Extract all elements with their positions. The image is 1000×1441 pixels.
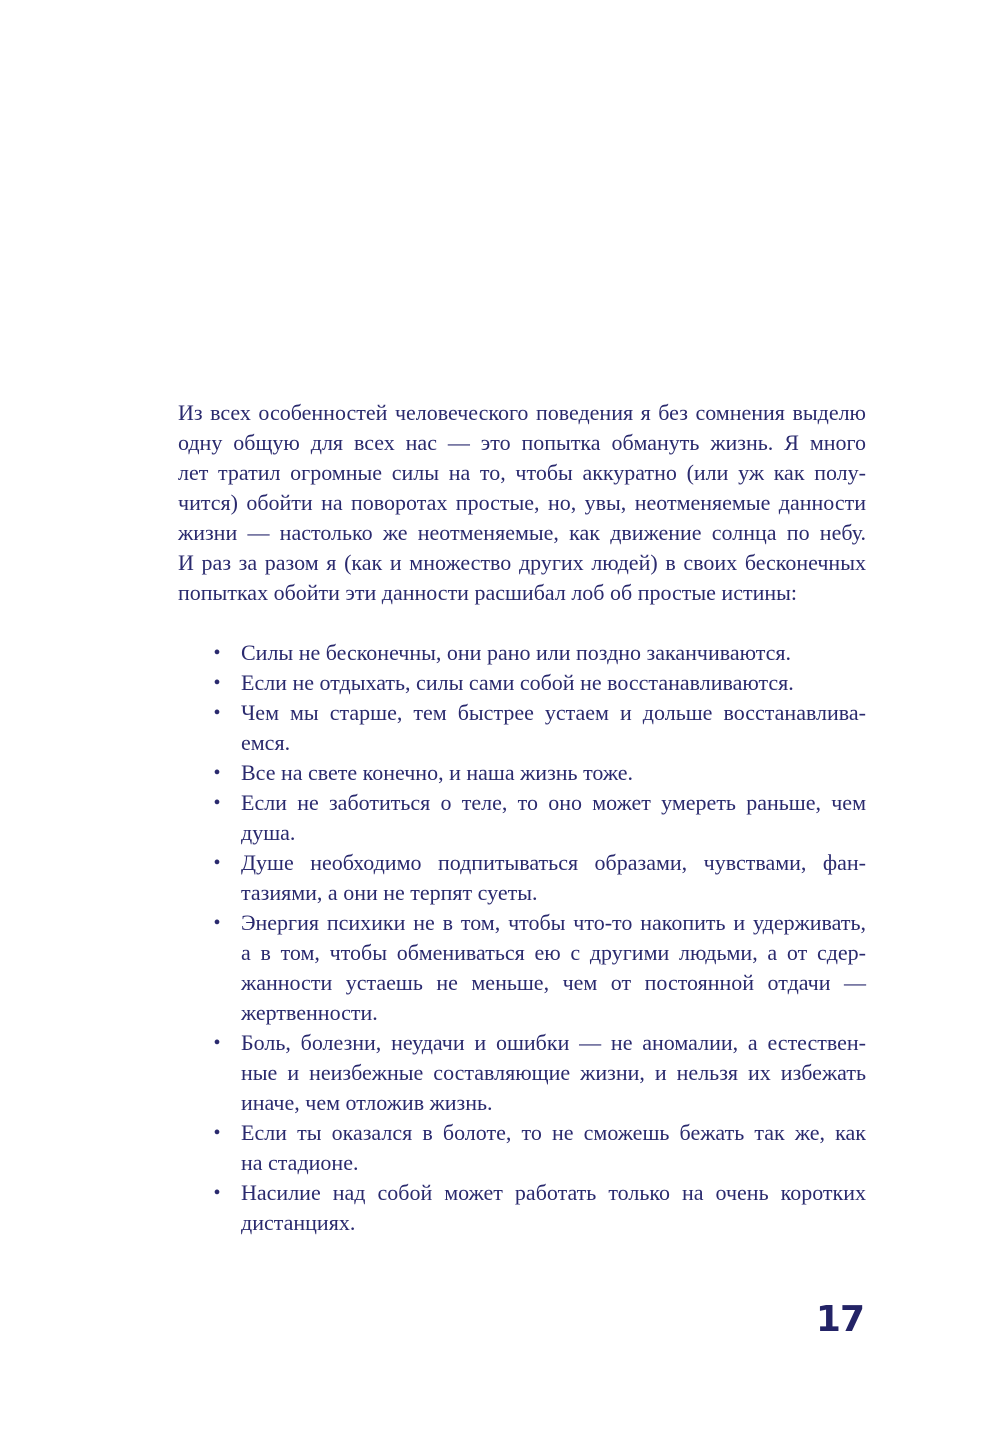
- bullet-marker: •: [213, 792, 221, 814]
- bullet-marker: •: [213, 702, 221, 724]
- paragraph-line: лет тратил огромные силы на то, чтобы аккуратно (или уж как полу-: [178, 460, 866, 485]
- bullet-item-line: душа.: [241, 820, 296, 845]
- bullet-item-line: Если ты оказался в болоте, то не сможешь бежать так же, как: [241, 1120, 866, 1145]
- bullet-item-line: а в том, чтобы обмениваться ею с другими людьми, а от сдер-: [241, 940, 866, 965]
- paragraph-line: Из всех особенностей человеческого поведения я без сомнения выделю: [178, 400, 866, 425]
- paragraph-line: попытках обойти эти данности расшибал лоб об простые истины:: [178, 580, 798, 605]
- bullet-item-line: Насилие над собой может работать только на очень коротких: [241, 1180, 866, 1205]
- bullet-marker: •: [213, 912, 221, 934]
- bullet-item-line: Боль, болезни, неудачи и ошибки — не аномалии, а естествен-: [241, 1030, 866, 1055]
- bullet-item-line: Если не отдыхать, силы сами собой не восстанавливаются.: [241, 670, 794, 695]
- paragraph-line: жизни — настолько же неотменяемые, как движение солнца по небу.: [178, 520, 866, 545]
- bullet-item-line: Энергия психики не в том, чтобы что-то накопить и удерживать,: [241, 910, 866, 935]
- bullet-item-line: Душе необходимо подпитываться образами, чувствами, фан-: [241, 850, 866, 875]
- bullet-marker: •: [213, 1182, 221, 1204]
- bullet-item-line: жертвенности.: [241, 1000, 378, 1025]
- bullet-marker: •: [213, 642, 221, 664]
- paragraph-line: одну общую для всех нас — это попытка обмануть жизнь. Я много: [178, 430, 866, 455]
- bullet-item-line: жанности устаешь не меньше, чем от постоянной отдачи —: [241, 970, 866, 995]
- bullet-item-line: емся.: [241, 730, 291, 755]
- page-number: 17: [815, 1299, 864, 1340]
- bullet-item-line: ные и неизбежные составляющие жизни, и нельзя их избежать: [241, 1060, 866, 1085]
- bullet-marker: •: [213, 1032, 221, 1054]
- bullet-marker: •: [213, 672, 221, 694]
- bullet-marker: •: [213, 852, 221, 874]
- paragraph-line: чится) обойти на поворотах простые, но, увы, неотменяемые данности: [178, 490, 866, 515]
- bullet-item-line: дистанциях.: [241, 1210, 356, 1235]
- bullet-item-line: Чем мы старше, тем быстрее устаем и дольше восстанавлива-: [241, 700, 866, 725]
- bullet-item-line: Все на свете конечно, и наша жизнь тоже.: [241, 760, 634, 785]
- bullet-item-line: иначе, чем отложив жизнь.: [241, 1090, 493, 1115]
- paragraph-line: И раз за разом я (как и множество других людей) в своих бесконечных: [178, 550, 866, 575]
- bullet-item-line: Силы не бесконечны, они рано или поздно заканчиваются.: [241, 640, 792, 665]
- bullet-item-line: на стадионе.: [241, 1150, 359, 1175]
- bullet-marker: •: [213, 1122, 221, 1144]
- bullet-marker: •: [213, 762, 221, 784]
- bullet-item-line: тазиями, а они не терпят суеты.: [241, 880, 538, 905]
- bullet-item-line: Если не заботиться о теле, то оно может умереть раньше, чем: [241, 790, 866, 815]
